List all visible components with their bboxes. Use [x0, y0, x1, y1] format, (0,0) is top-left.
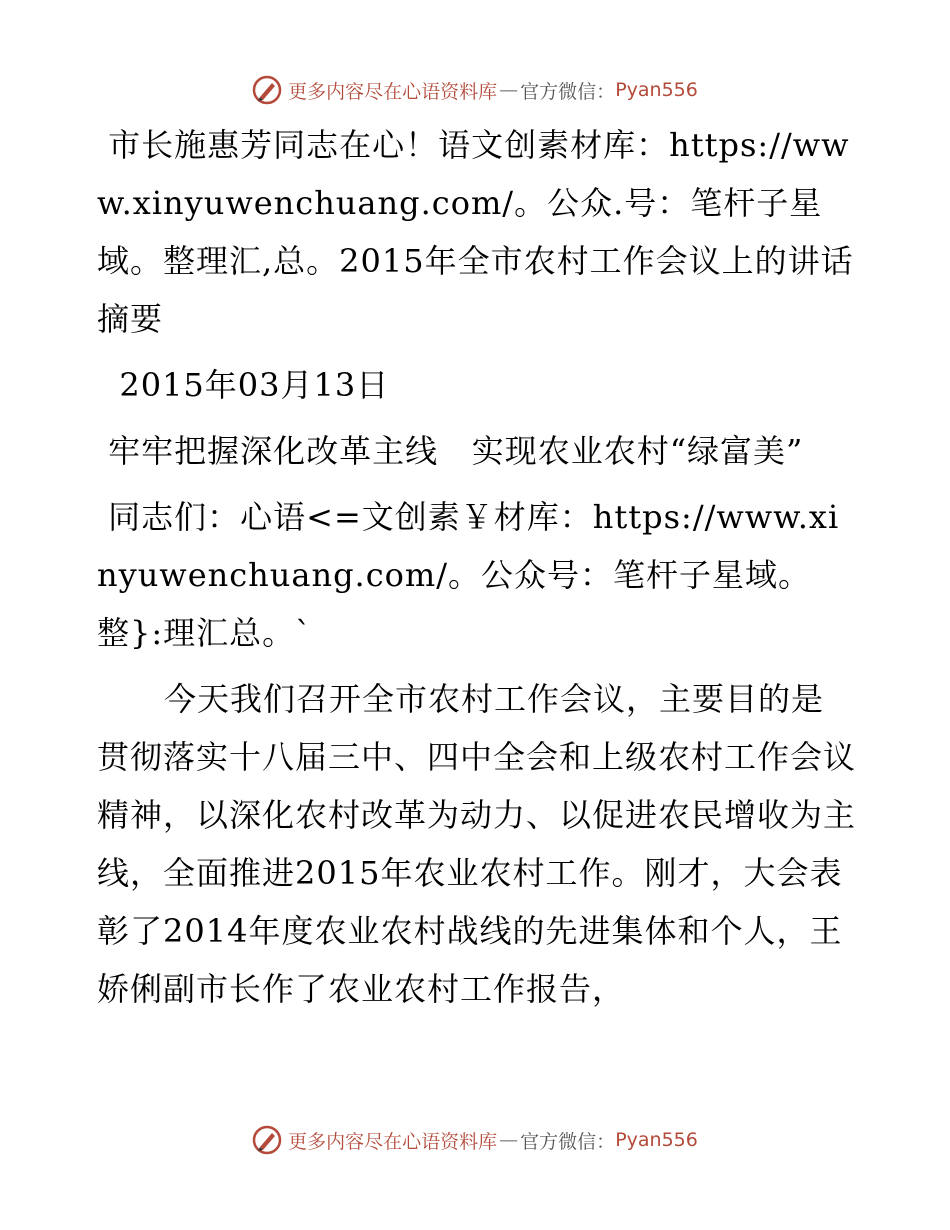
- footer-wechat-id: Pyan556: [615, 1129, 698, 1151]
- header-wechat-label: 官方微信：: [520, 80, 616, 103]
- date-line: 2015年03月13日: [97, 366, 390, 404]
- greeting-paragraph: 同志们：心语<=文创素￥材库：https://www.xinyuwenchuang.com/。公众号：笔杆子星域。整}:理汇总。`: [97, 498, 840, 652]
- footer-banner: [0, 1120, 950, 1160]
- document-body: [97, 116, 857, 1018]
- pen-logo-icon: [252, 75, 282, 105]
- header-wechat-id: Pyan556: [615, 79, 698, 101]
- main-paragraph: 今天我们召开全市农村工作会议，主要目的是贯彻落实十八届三中、四中全会和上级农村工作会议精神，以深化农村改革为动力、以促进农民增收为主线，全面推进2015年农业农村工作。刚才，大会表彰了2014年度农业农村战线的先进集体和个人，王娇俐副市长作了农业农村工作报告，: [97, 680, 857, 1008]
- header-dash: —: [499, 79, 519, 101]
- title-paragraph: 市长施惠芳同志在心！语文创素材库：https://www.xinyuwenchuang.com/。公众.号：笔杆子星域。整理汇,总。2015年全市农村工作会议上的讲话摘要: [97, 126, 854, 338]
- footer-wechat-label: 官方微信：: [520, 1130, 616, 1153]
- footer-site-text: 更多内容尽在心语资料库: [288, 1130, 498, 1153]
- header-site-text: 更多内容尽在心语资料库: [288, 80, 498, 103]
- section-heading: 牢牢把握深化改革主线 实现农业农村“绿富美”: [97, 432, 804, 470]
- pen-logo-icon: [252, 1125, 282, 1155]
- footer-dash: —: [499, 1129, 519, 1151]
- header-banner: [0, 70, 950, 110]
